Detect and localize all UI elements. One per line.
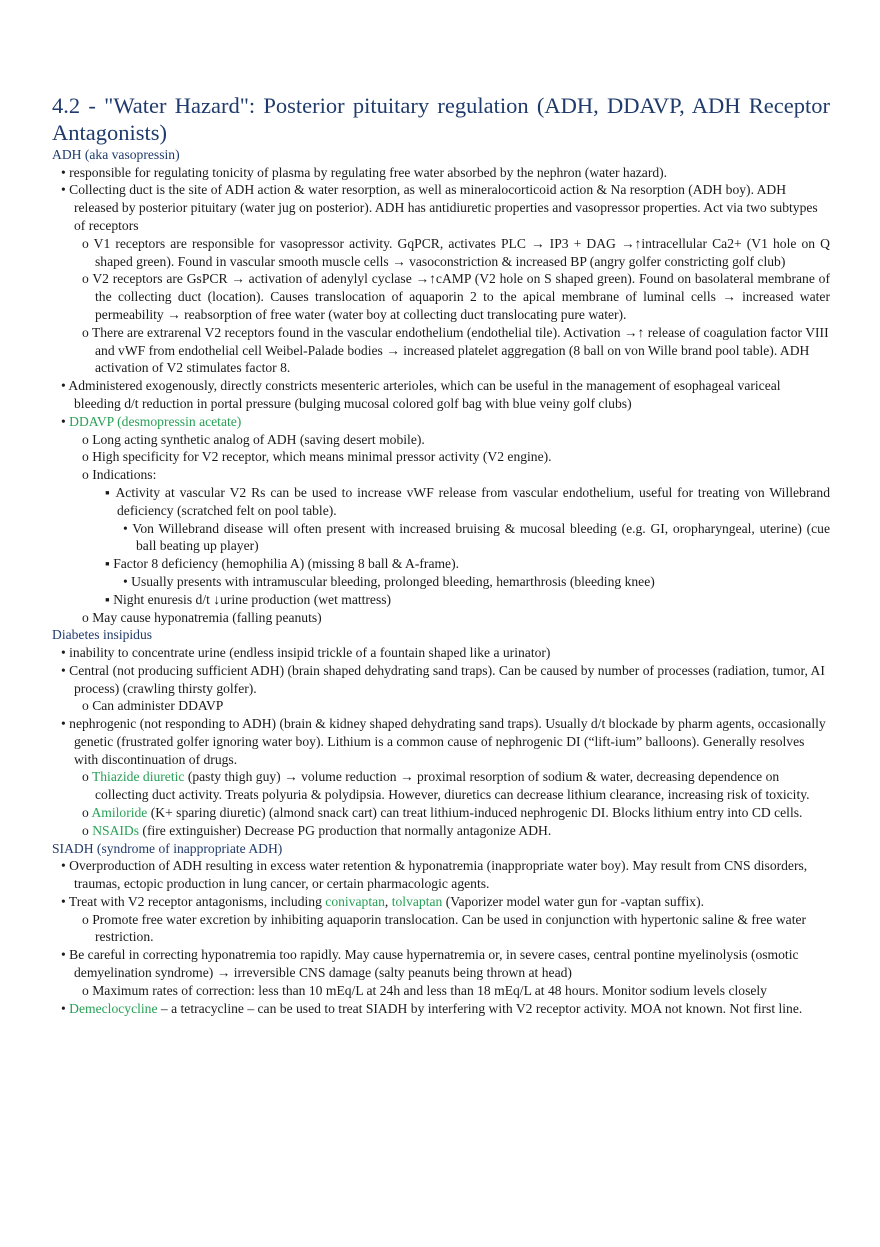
separator: , — [384, 893, 392, 909]
bullet: o — [82, 769, 92, 785]
list-item-nsaids — [52, 822, 830, 840]
list-item: o Indications: — [82, 467, 157, 483]
list-item: • Collecting duct is the site of ADH action & water resorption, as well as mineralocorticoid action & Na resorption (ADH boy). ADH released by posterior pituitary (water jug on posterior). ADH has antidiuretic properties and vasopressor properties. Act via two subtypes of receptors — [61, 182, 818, 233]
bullet: o — [82, 805, 92, 821]
list-item: o V2 receptors are GsPCR → activation of adenylyl cyclase →↑cAMP (V2 hole on S shaped green). Found on basolateral membrane of the collecting duct (location). Causes translocation of aquaporin 2 to the apical membrane of luminal cells → increased water permeability → reabsorption of free water (water boy at collecting duct translocating pure water). — [82, 271, 830, 322]
list-item: • responsible for regulating tonicity of plasma by regulating free water absorbed by the nephron (water hazard). — [61, 164, 668, 180]
list-item-ddavp — [52, 413, 830, 431]
section-diabetes-insipidus — [52, 626, 830, 839]
list-item: ▪ Factor 8 deficiency (hemophilia A) (missing 8 ball & A-frame). — [105, 556, 460, 572]
list-item: • Central (not producing sufficient ADH) (brain shaped dehydrating sand traps). Can be caused by number of processes (radiation, tumor, AI process) (crawling thirsty golfer). — [61, 662, 825, 696]
list-item: • nephrogenic (not responding to ADH) (brain & kidney shaped dehydrating sand traps). Usually d/t blockade by pharm agents, occasionally genetic (frustrated golfer ignoring water boy). Lithium is a common cause of nephrogenic DI (“lift-ium” balloons). Generally resolves with discontinuation of drugs. — [61, 716, 826, 767]
section-siadh — [52, 840, 830, 1018]
list-item: o High specificity for V2 receptor, which means minimal pressor activity (V2 engine). — [82, 449, 552, 465]
bullet: o — [82, 822, 93, 838]
drug-name-demeclocycline: Demeclocycline — [69, 1000, 158, 1016]
item-text: (fire extinguisher) Decrease PG production that normally antagonize ADH. — [139, 822, 552, 838]
section-adh — [52, 146, 830, 626]
bullet: • — [61, 413, 70, 429]
item-text: • Treat with V2 receptor antagonisms, including — [61, 893, 326, 909]
item-text: – a tetracycline – can be used to treat SIADH by interfering with V2 receptor activity. MOA not known. Not first line. — [157, 1000, 803, 1016]
bullet: • — [61, 1000, 70, 1016]
section-heading-adh: ADH (aka vasopressin) — [52, 147, 180, 162]
list-item: • inability to concentrate urine (endless insipid trickle of a fountain shaped like a urinator) — [61, 644, 551, 660]
list-item-amiloride — [52, 804, 830, 822]
item-text: (pasty thigh guy) → volume reduction → proximal resorption of sodium & water, decreasing dependence on collecting duct activity. Treats polyuria & polydipsia. However, diuretics can decrease lithium clearance, increasing risk of toxicity. — [95, 769, 810, 803]
list-item: o Can administer DDAVP — [82, 698, 224, 714]
list-item: • Be careful in correcting hyponatremia too rapidly. May cause hypernatremia or, in severe cases, central pontine myelinolysis (osmotic demyelination syndrome) → irreversible CNS damage (salty peanuts being thrown at head) — [61, 947, 799, 981]
section-heading-siadh: SIADH (syndrome of inappropriate ADH) — [52, 840, 283, 856]
list-item: o Long acting synthetic analog of ADH (saving desert mobile). — [82, 431, 425, 447]
list-item: o There are extrarenal V2 receptors found in the vascular endothelium (endothelial tile). Activation →↑ release of coagulation factor VIII and vWF from endothelial cell Weibel-Palade bodies → increased platelet aggregation (8 ball on von Wille brand pool table). ADH activation of V2 stimulates factor 8. — [82, 324, 829, 376]
drug-name-conivaptan: conivaptan — [325, 893, 385, 909]
list-item: • Von Willebrand disease will often present with increased bruising & mucosal bleeding (e.g. GI, oropharyngeal, uterine) (cue ball beating up player) — [123, 520, 830, 554]
drug-name-thiazide: Thiazide diuretic — [91, 769, 185, 785]
list-item: ▪ Activity at vascular V2 Rs can be used to increase vWF release from vascular endothelium, useful for treating von Willebrand deficiency (scratched felt on pool table). — [105, 484, 830, 518]
list-item: • Overproduction of ADH resulting in excess water retention & hyponatremia (inappropriate water boy). May result from CNS disorders, traumas, ectopic production in lung cancer, or certain pharmacologic agents. — [61, 858, 808, 892]
list-item: o May cause hyponatremia (falling peanuts) — [82, 609, 322, 625]
list-item: ▪ Night enuresis d/t ↓urine production (wet mattress) — [105, 591, 392, 607]
list-item: o Promote free water excretion by inhibiting aquaporin translocation. Can be used in conjunction with hypertonic saline & free water restriction. — [82, 911, 807, 945]
list-item-thiazide — [52, 768, 830, 804]
item-text: (Vaporizer model water gun for -vaptan suffix). — [442, 893, 705, 909]
page-title: 4.2 - "Water Hazard": Posterior pituitary regulation (ADH, DDAVP, ADH Receptor Antagonists) — [52, 93, 830, 145]
drug-name-amiloride: Amiloride — [91, 805, 148, 821]
list-item: • Usually presents with intramuscular bleeding, prolonged bleeding, hemarthrosis (bleeding knee) — [123, 573, 655, 589]
list-item-demeclocycline — [52, 1000, 830, 1018]
drug-name-nsaids: NSAIDs — [92, 822, 140, 838]
drug-name-tolvaptan: tolvaptan — [391, 893, 443, 909]
list-item: • Administered exogenously, directly constricts mesenteric arterioles, which can be useful in the management of esophageal variceal bleeding d/t reduction in portal pressure (bulging mucosal colored golf bag with blue veiny golf clubs) — [61, 378, 781, 411]
document-page — [52, 92, 830, 1017]
drug-name-ddavp: DDAVP (desmopressin acetate) — [69, 413, 242, 429]
item-text: (K+ sparing diuretic) (almond snack cart) can treat lithium-induced nephrogenic DI. Blocks lithium entry into CD cells. — [147, 805, 803, 821]
list-item-vaptans — [52, 893, 830, 911]
list-item: o Maximum rates of correction: less than 10 mEq/L at 24h and less than 18 mEq/L at 48 hours. Monitor sodium levels closely — [82, 982, 767, 998]
list-item: o V1 receptors are responsible for vasopressor activity. GqPCR, activates PLC → IP3 + DAG →↑intracellular Ca2+ (V1 hole on Q shaped green). Found in vascular smooth muscle cells → vasoconstriction & increased BP (angry golfer constricting golf club) — [82, 235, 830, 269]
section-heading-di: Diabetes insipidus — [52, 627, 153, 643]
